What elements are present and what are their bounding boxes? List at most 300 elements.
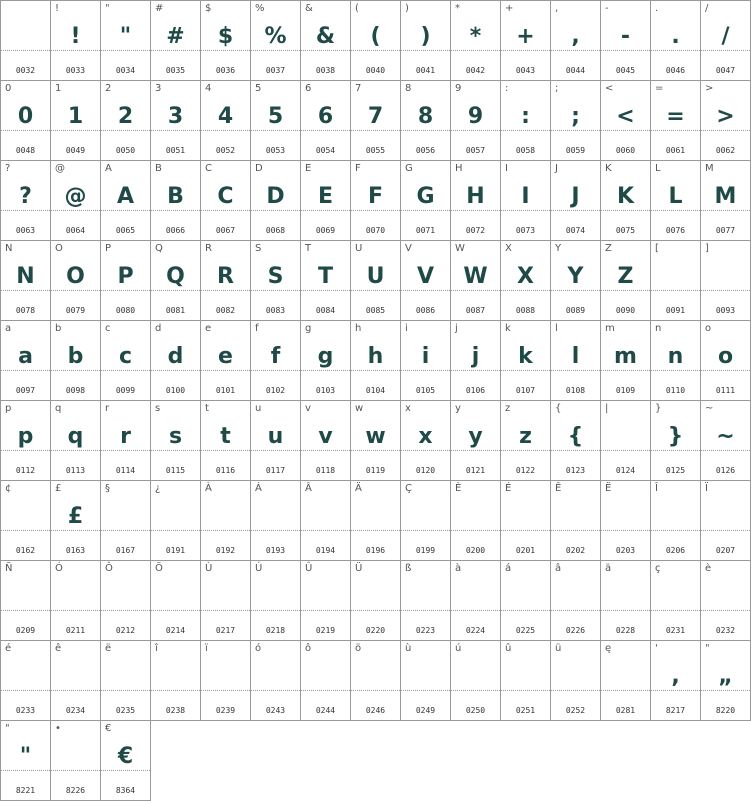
glyph-code: 0244 [315,706,336,715]
glyph-cell [601,641,651,721]
glyph-sample: % [264,24,287,49]
glyph-code: 0114 [115,466,136,475]
glyph-sample: w [365,424,386,449]
glyph-cell-label: ê [55,643,62,654]
glyph-cell-label: { [555,403,562,414]
glyph-code: 0251 [515,706,536,715]
glyph-code: 0034 [115,66,136,75]
glyph-cell-label: A [105,163,112,174]
glyph-cell [351,561,401,641]
glyph-sample: ? [19,184,32,209]
glyph-cell-label: j [455,323,458,334]
glyph-cell [401,561,451,641]
glyph-cell-label: & [305,3,313,14]
glyph-code: 0038 [315,66,336,75]
glyph-cell-label: M [705,163,714,174]
glyph-cell [101,721,151,801]
glyph-cell [501,321,551,401]
glyph-cell [551,481,601,561]
glyph-code: 0243 [265,706,286,715]
glyph-cell-label: Ñ [5,563,13,574]
glyph-cell-label: Î [655,483,658,494]
glyph-code: 0109 [615,386,636,395]
glyph-sample: D [266,184,285,209]
glyph-code: 0061 [665,146,686,155]
glyph-code: 0060 [615,146,636,155]
glyph-cell [401,241,451,321]
glyph-cell [301,0,351,81]
glyph-cell [251,481,301,561]
glyph-code: 0067 [215,226,236,235]
glyph-code: 0053 [265,146,286,155]
glyph-cell-label: @ [55,163,65,174]
glyph-cell [251,161,301,241]
glyph-code: 0121 [465,466,486,475]
glyph-sample: i [421,344,430,369]
glyph-cell [0,401,51,481]
glyph-sample [701,499,750,535]
glyph-code: 0046 [665,66,686,75]
glyph-code: 0223 [415,626,436,635]
glyph-code: 0246 [365,706,386,715]
glyph-sample: a [18,344,33,369]
glyph-cell-label: D [255,163,263,174]
glyph-cell [551,161,601,241]
glyph-cell [651,641,701,721]
glyph-code: 0098 [65,386,86,395]
glyph-cell-label: e [205,323,212,334]
glyph-cell [151,561,201,641]
glyph-sample [501,579,550,615]
glyph-sample [201,659,250,695]
glyph-cell-label: É [505,483,512,494]
glyph-sample: A [116,184,135,209]
glyph-sample: z [519,424,532,449]
glyph-sample [251,659,300,695]
glyph-code: 0082 [215,306,236,315]
glyph-sample [451,499,500,535]
glyph-code: 0058 [515,146,536,155]
glyph-code: 0199 [415,546,436,555]
glyph-code: 8364 [115,786,136,795]
glyph-cell [651,401,701,481]
glyph-code: 0218 [265,626,286,635]
glyph-cell-label: R [205,243,212,254]
glyph-cell-label: y [455,403,461,414]
glyph-sample [201,579,250,615]
glyph-cell-label: 7 [355,83,362,94]
glyph-sample [701,579,750,615]
glyph-cell [701,241,751,321]
glyph-cell-label: Ù [205,563,213,574]
glyph-sample: £ [67,504,84,529]
glyph-sample [501,659,550,695]
glyph-code: 0081 [165,306,186,315]
glyph-cell [51,481,101,561]
glyph-sample: b [67,344,84,369]
glyph-cell [101,561,151,641]
glyph-cell-label: À [205,483,212,494]
glyph-cell-label: , [555,3,559,14]
glyph-cell-label: S [255,243,262,254]
glyph-sample: t [220,424,231,449]
glyph-cell-label: • [55,723,61,734]
glyph-code: 0073 [515,226,536,235]
glyph-sample: < [616,104,635,129]
glyph-sample: @ [64,184,87,209]
glyph-cell-label: l [555,323,558,334]
glyph-cell [351,161,401,241]
glyph-cell-label: [ [655,243,659,254]
glyph-sample: S [267,264,284,289]
glyph-sample [401,499,450,535]
glyph-code: 0192 [215,546,236,555]
glyph-code: 0083 [265,306,286,315]
glyph-code: 0211 [65,626,86,635]
glyph-cell-label: + [505,3,514,14]
glyph-cell [51,241,101,321]
glyph-code: 0050 [115,146,136,155]
glyph-sample [601,419,650,455]
glyph-sample [501,499,550,535]
glyph-cell-label: : [505,83,509,94]
glyph-cell [251,561,301,641]
glyph-sample: ! [70,24,81,49]
glyph-cell [201,561,251,641]
glyph-sample: U [366,264,385,289]
glyph-cell [251,0,301,81]
glyph-cell-label: Ü [355,563,363,574]
glyph-cell-label: Â [305,483,312,494]
glyph-cell [501,241,551,321]
glyph-code: 0250 [465,706,486,715]
glyph-cell-label: > [705,83,714,94]
glyph-cell [551,641,601,721]
glyph-sample: + [516,24,535,49]
glyph-cell-label: a [5,323,12,334]
glyph-cell-label: N [5,243,13,254]
glyph-cell-label: ô [305,643,312,654]
glyph-sample: M [714,184,737,209]
glyph-cell-label: C [205,163,212,174]
glyph-cell [351,0,401,81]
glyph-sample: G [416,184,435,209]
glyph-sample: 1 [67,104,84,129]
glyph-cell [701,161,751,241]
glyph-sample [651,499,700,535]
glyph-code: 0201 [515,546,536,555]
glyph-code: 0032 [15,66,36,75]
glyph-code: 0281 [615,706,636,715]
glyph-sample [1,579,50,615]
glyph-cell [201,481,251,561]
glyph-cell [501,401,551,481]
glyph-cell-label: % [255,3,265,14]
glyph-cell [0,321,51,401]
glyph-cell-label: Û [305,563,313,574]
glyph-sample [1,19,50,55]
glyph-cell-label: 9 [455,83,462,94]
glyph-cell-label: K [605,163,612,174]
glyph-code: 0120 [415,466,436,475]
glyph-code: 0209 [15,626,36,635]
glyph-code: 0071 [415,226,436,235]
glyph-code: 0042 [465,66,486,75]
glyph-cell [401,321,451,401]
glyph-code: 0085 [365,306,386,315]
glyph-sample: f [270,344,281,369]
glyph-cell [151,481,201,561]
glyph-code: 0043 [515,66,536,75]
glyph-cell [501,481,551,561]
glyph-sample: # [166,24,185,49]
glyph-code: 0057 [465,146,486,155]
glyph-cell-label: t [205,403,209,414]
glyph-sample: $ [217,24,234,49]
glyph-code: 0049 [65,146,86,155]
glyph-sample: P [117,264,134,289]
glyph-code: 0054 [315,146,336,155]
glyph-code: 0239 [215,706,236,715]
glyph-cell-label: 8 [405,83,412,94]
glyph-code: 0079 [65,306,86,315]
glyph-sample: * [469,24,482,49]
glyph-sample [201,499,250,535]
glyph-code: 0225 [515,626,536,635]
glyph-cell [501,0,551,81]
glyph-cell [701,321,751,401]
glyph-cell-label: ¢ [5,483,12,494]
glyph-cell-label: Ï [705,483,708,494]
glyph-sample [301,579,350,615]
glyph-cell-label: o [705,323,712,334]
glyph-sample: y [468,424,483,449]
glyph-cell-label: á [505,563,512,574]
glyph-cell [451,81,501,161]
glyph-code: 0070 [365,226,386,235]
glyph-cell [251,321,301,401]
glyph-cell [251,641,301,721]
glyph-cell [51,561,101,641]
glyph-cell-label: ß [405,563,412,574]
glyph-code: 0033 [65,66,86,75]
glyph-cell-label: Y [555,243,562,254]
glyph-cell-label: 5 [255,83,262,94]
glyph-sample [551,659,600,695]
glyph-code: 0119 [365,466,386,475]
glyph-cell-label: ù [405,643,412,654]
glyph-cell [701,0,751,81]
glyph-code: 0064 [65,226,86,235]
glyph-sample [251,499,300,535]
glyph-sample: " [19,744,32,769]
glyph-cell-label: r [105,403,110,414]
glyph-cell [601,81,651,161]
glyph-cell-label: " [705,643,710,654]
glyph-code: 0093 [715,306,736,315]
glyph-sample: ~ [716,424,735,449]
glyph-code: 0162 [15,546,36,555]
glyph-cell [351,641,401,721]
glyph-cell-label: ! [55,3,60,14]
glyph-sample: - [620,24,631,49]
glyph-code: 8220 [715,706,736,715]
glyph-cell [101,161,151,241]
glyph-cell [451,401,501,481]
glyph-code: 0125 [665,466,686,475]
glyph-cell [701,561,751,641]
glyph-sample: q [67,424,84,449]
glyph-cell [101,641,151,721]
glyph-code: 0234 [65,706,86,715]
glyph-code: 0110 [665,386,686,395]
glyph-cell-label: # [155,3,164,14]
glyph-cell-label: 6 [305,83,312,94]
glyph-code: 0063 [15,226,36,235]
glyph-cell [451,321,501,401]
glyph-cell-label: G [405,163,413,174]
glyph-code: 0167 [115,546,136,555]
glyph-sample [51,579,100,615]
glyph-code: 0228 [615,626,636,635]
glyph-cell-label: u [255,403,262,414]
glyph-sample: I [521,184,530,209]
glyph-code: 0055 [365,146,386,155]
glyph-sample: e [218,344,233,369]
glyph-code: 0086 [415,306,436,315]
glyph-code: 0235 [115,706,136,715]
glyph-cell [451,0,501,81]
glyph-cell [651,481,701,561]
glyph-cell-label: ę [605,643,612,654]
glyph-cell [401,81,451,161]
glyph-cell [151,321,201,401]
glyph-code: 0090 [615,306,636,315]
glyph-cell-label: h [355,323,362,334]
glyph-cell [51,81,101,161]
glyph-cell-label: ä [605,563,612,574]
glyph-code: 0126 [715,466,736,475]
glyph-cell-label: g [305,323,312,334]
glyph-sample: { [567,424,584,449]
glyph-cell-label: à [455,563,462,574]
glyph-cell-label: Ô [105,563,113,574]
glyph-cell [651,81,701,161]
glyph-cell-label: n [655,323,662,334]
glyph-cell-label: " [5,723,10,734]
glyph-cell [551,561,601,641]
glyph-cell-label: é [5,643,12,654]
glyph-cell [451,481,501,561]
glyph-cell [251,81,301,161]
glyph-cell [451,241,501,321]
glyph-sample [701,259,750,295]
glyph-cell-label: } [655,403,662,414]
glyph-cell [201,641,251,721]
glyph-cell [101,481,151,561]
glyph-code: 0097 [15,386,36,395]
glyph-code: 0194 [315,546,336,555]
glyph-code: 0100 [165,386,186,395]
glyph-cell [51,321,101,401]
glyph-cell-label: V [405,243,412,254]
glyph-sample: J [571,184,580,209]
glyph-sample [401,659,450,695]
glyph-code: 0088 [515,306,536,315]
glyph-cell [201,401,251,481]
glyph-code: 0068 [265,226,286,235]
glyph-cell-label: Q [155,243,163,254]
glyph-cell-label: 2 [105,83,112,94]
glyph-cell [701,641,751,721]
glyph-cell [301,241,351,321]
glyph-sample: / [721,24,730,49]
glyph-cell [351,321,401,401]
glyph-code: 8221 [15,786,36,795]
glyph-sample: " [119,24,132,49]
glyph-cell-label: f [255,323,259,334]
glyph-cell-label: < [605,83,614,94]
glyph-code: 0076 [665,226,686,235]
glyph-cell-label: ; [555,83,559,94]
glyph-sample: 4 [217,104,234,129]
glyph-cell [51,161,101,241]
glyph-code: 0123 [565,466,586,475]
glyph-cell-label: Ç [405,483,412,494]
glyph-sample: 0 [17,104,34,129]
glyph-sample [151,659,200,695]
glyph-code: 0108 [565,386,586,395]
glyph-code: 0080 [115,306,136,315]
glyph-sample: n [667,344,684,369]
glyph-cell [151,161,201,241]
glyph-cell [351,401,401,481]
glyph-cell [51,401,101,481]
glyph-cell-label: X [505,243,512,254]
glyph-code: 0078 [15,306,36,315]
glyph-cell [151,81,201,161]
glyph-sample: ; [571,104,580,129]
glyph-cell [501,81,551,161]
glyph-cell [651,161,701,241]
glyph-cell-label: Ä [355,483,362,494]
glyph-code: 0045 [615,66,636,75]
glyph-sample [451,659,500,695]
glyph-code: 0212 [115,626,136,635]
glyph-cell-label: - [605,3,609,14]
glyph-sample: H [466,184,485,209]
glyph-cell-label: ú [455,643,462,654]
glyph-cell [101,401,151,481]
glyph-sample: Z [617,264,634,289]
glyph-cell [0,641,51,721]
glyph-cell [201,241,251,321]
glyph-cell-label: L [655,163,661,174]
glyph-sample: 5 [267,104,284,129]
glyph-cell [501,161,551,241]
glyph-code: 0074 [565,226,586,235]
glyph-sample [251,579,300,615]
glyph-sample: B [167,184,184,209]
glyph-cell-label: ( [355,3,359,14]
glyph-cell [351,241,401,321]
glyph-cell-label: Z [605,243,612,254]
glyph-sample: g [317,344,334,369]
glyph-cell [551,0,601,81]
glyph-sample: c [118,344,133,369]
glyph-cell [601,481,651,561]
glyph-cell [601,401,651,481]
